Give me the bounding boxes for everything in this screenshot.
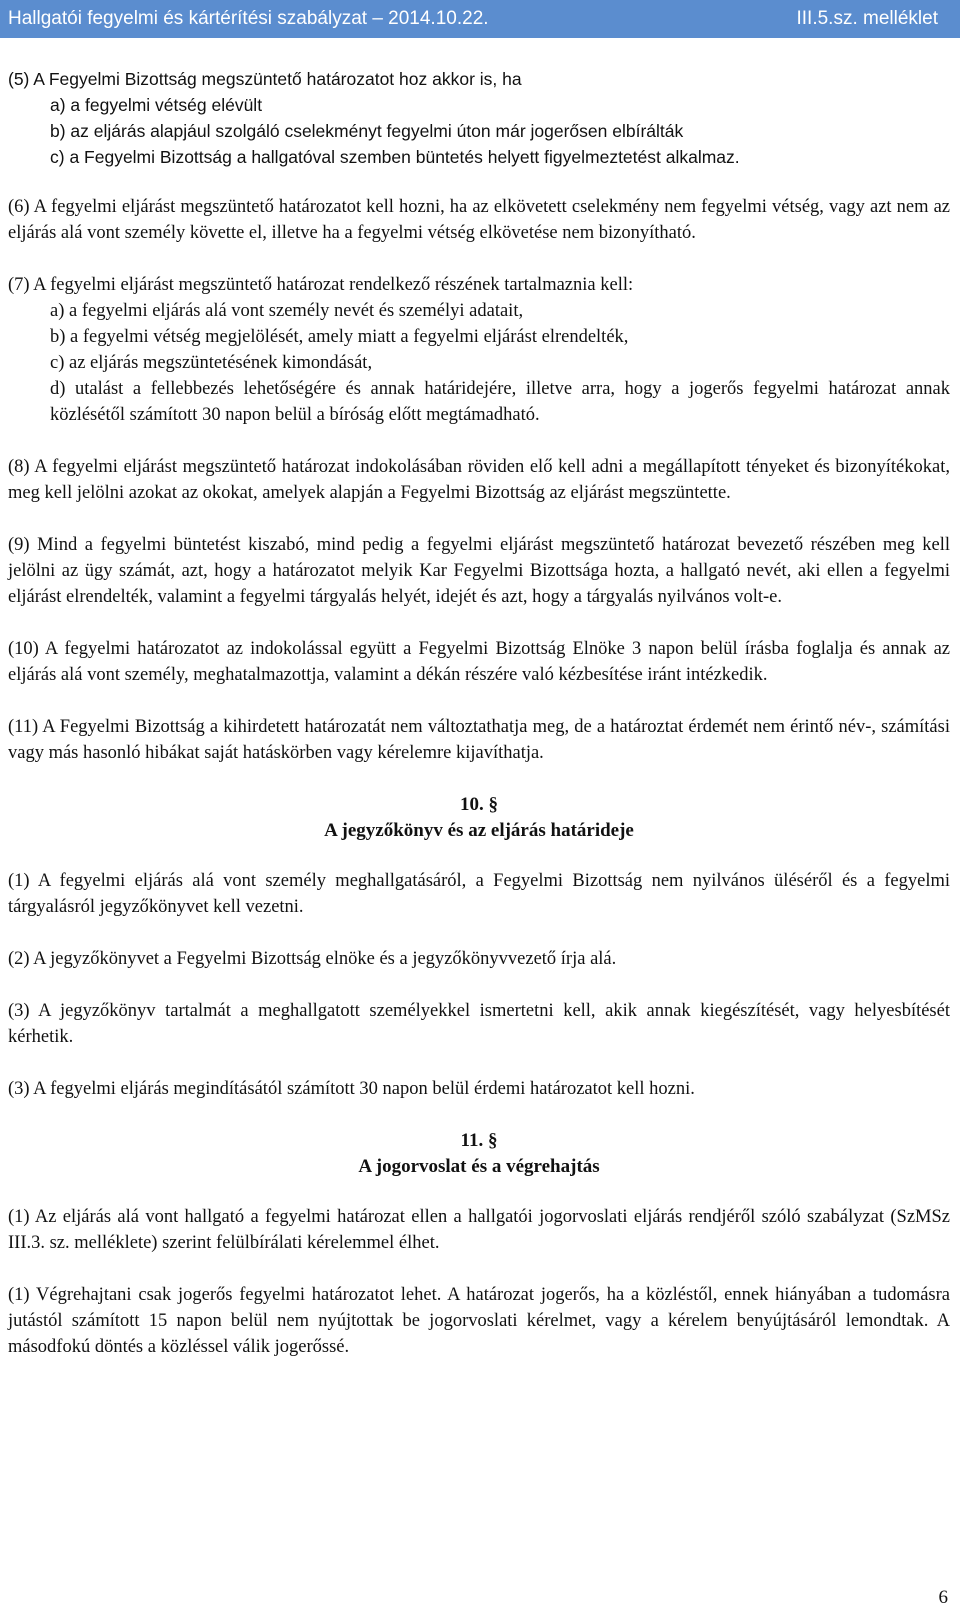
page-header — [0, 0, 960, 38]
section-10: (10) A fegyelmi határozatot az indokolással együtt a Fegyelmi Bizottság Elnöke 3 napon belül írásba foglalja és annak az eljárás alá vont személy, meghatalmazottja, valamint a dékán részére való kézbesítése iránt intézkedik. — [8, 639, 950, 685]
section-11: (11) A Fegyelmi Bizottság a kihirdetett határozatát nem változtathatja meg, de a határoztat érdemét nem érintő név-, számítási vagy más hasonló hibákat saját hatáskörben vagy kérelemre kijavíthatja. — [8, 717, 950, 763]
section-5-item-a: a) a fegyelmi vétség elévült — [50, 95, 263, 115]
chapter-10-number: 10. § — [460, 794, 498, 815]
chapter-10-para-2: (2) A jegyzőkönyvet a Fegyelmi Bizottság elnöke és a jegyzőkönyvvezető írja alá. — [8, 949, 617, 969]
section-7-item-a: a) a fegyelmi eljárás alá vont személy nevét és személyi adatait, — [50, 301, 524, 321]
document-body — [8, 66, 950, 1386]
chapter-10-para-1: (1) A fegyelmi eljárás alá vont személy meghallgatásáról, a Fegyelmi Bizottság nem nyilvános üléséről és a fegyelmi tárgyalásról jegyzőkönyvet kell vezetni. — [8, 871, 950, 917]
chapter-10-heading — [8, 792, 950, 844]
chapter-10-para-4: (3) A fegyelmi eljárás megindításától számított 30 napon belül érdemi határozatot kell hozni. — [8, 1079, 695, 1099]
section-7-item-b: b) a fegyelmi vétség megjelölését, amely miatt a fegyelmi eljárást elrendelték, — [50, 327, 629, 347]
section-7-item-c: c) az eljárás megszüntetésének kimondását, — [50, 353, 373, 373]
chapter-11-title: A jogorvoslat és a végrehajtás — [358, 1156, 600, 1177]
chapter-11-para-2: (1) Végrehajtani csak jogerős fegyelmi határozatot lehet. A határozat jogerős, ha a közléstől, ennek hiányában a tudomásra jutástól számított 15 napon belül nem nyújtottak be jogorvoslati kérelmet, vagy a kérelem benyújtásáról lemondtak. A másodfokú döntés a közléssel válik jogerőssé. — [8, 1285, 950, 1357]
chapter-11-heading — [8, 1128, 950, 1180]
section-7-intro: (7) A fegyelmi eljárást megszüntető határozat rendelkező részének tartalmaznia kell: — [8, 275, 634, 295]
section-8: (8) A fegyelmi eljárást megszüntető határozat indokolásában röviden elő kell adni a megállapított tényeket és bizonyítékokat, meg kell jelölni azokat az okokat, amelyek alapján a Fegyelmi Bizottság az eljárást megszüntette. — [8, 457, 950, 503]
chapter-11-number: 11. § — [460, 1130, 498, 1151]
section-5 — [8, 66, 950, 170]
page-number: 6 — [938, 1587, 948, 1608]
document-title: Hallgatói fegyelmi és kártérítési szabályzat – 2014.10.22. — [8, 8, 489, 29]
section-5-intro: (5) A Fegyelmi Bizottság megszüntető határozatot hoz akkor is, ha — [8, 69, 522, 89]
section-7-item-d: d) utalást a fellebbezés lehetőségére és annak határidejére, illetve arra, hogy a jogerős fegyelmi határozat annak közlésétől számított 30 napon belül a bíróság előtt megtámadható. — [50, 379, 950, 425]
section-5-item-c: c) a Fegyelmi Bizottság a hallgatóval szemben büntetés helyett figyelmeztetést alkalmaz. — [50, 147, 740, 167]
appendix-label: III.5.sz. melléklet — [796, 8, 938, 29]
section-9: (9) Mind a fegyelmi büntetést kiszabó, mind pedig a fegyelmi eljárást megszüntető határozat bevezető részében meg kell jelölni az ügy számát, azt, hogy a határozatot melyik Kar Fegyelmi Bizottsága hozta, a hallgató nevét, aki ellen a fegyelmi eljárást elrendelték, valamint a fegyelmi tárgyalás helyét, idejét és azt, hogy a tárgyalás nyilvános volt-e. — [8, 535, 950, 607]
chapter-10-title: A jegyzőkönyv és az eljárás határideje — [324, 820, 634, 841]
chapter-10-para-3: (3) A jegyzőkönyv tartalmát a meghallgatott személyekkel ismertetni kell, akik annak kiegészítését, vagy helyesbítését kérhetik. — [8, 1001, 950, 1047]
chapter-11-para-1: (1) Az eljárás alá vont hallgató a fegyelmi határozat ellen a hallgatói jogorvoslati eljárás rendjéről szóló szabályzat (SzMSz III.3. sz. melléklete) szerint felülbírálati kérelemmel élhet. — [8, 1207, 950, 1253]
section-6: (6) A fegyelmi eljárást megszüntető határozatot kell hozni, ha az elkövetett cselekmény nem fegyelmi vétség, vagy azt nem az eljárás alá vont személy követte el, illetve ha a fegyelmi vétség elkövetése nem bizonyítható. — [8, 197, 950, 243]
section-5-item-b: b) az eljárás alapjául szolgáló cselekményt fegyelmi úton már jogerősen elbírálták — [50, 121, 684, 141]
section-7 — [8, 272, 950, 428]
